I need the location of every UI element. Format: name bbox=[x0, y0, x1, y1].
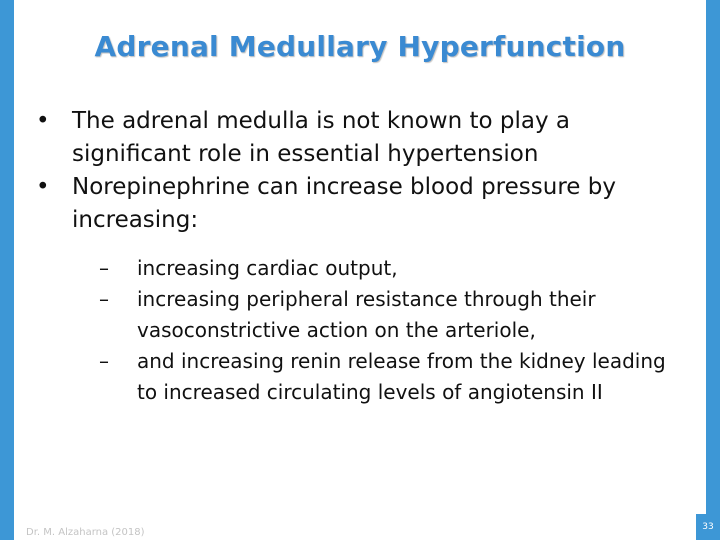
sub-bullet-text: and increasing renin release from the kidney leading to increased circulating levels of angiotensin II bbox=[137, 349, 666, 404]
sub-bullet-item bbox=[34, 253, 680, 284]
bullet-text: Norepinephrine can increase blood pressure by increasing: bbox=[72, 174, 616, 233]
bullet-item bbox=[34, 171, 680, 237]
page-number: 33 bbox=[696, 514, 720, 540]
sub-bullet-text: increasing cardiac output, bbox=[137, 256, 398, 280]
right-accent-bar bbox=[706, 0, 720, 540]
bullet-marker: • bbox=[36, 174, 50, 200]
bullet-item bbox=[34, 105, 680, 171]
sub-bullet-text: increasing peripheral resistance through their vasoconstrictive action on the arteriole, bbox=[137, 287, 596, 342]
slide-content bbox=[34, 105, 680, 408]
sub-bullet-item bbox=[34, 346, 680, 408]
bullet-text: The adrenal medulla is not known to play a significant role in essential hypertension bbox=[72, 108, 571, 167]
bullet-marker: • bbox=[36, 108, 50, 134]
sub-bullet-marker: – bbox=[99, 287, 109, 311]
sub-bullet-marker: – bbox=[99, 349, 109, 373]
sub-bullet-marker: – bbox=[99, 256, 109, 280]
footer-credit: Dr. M. Alzaharna (2018) bbox=[26, 527, 145, 538]
left-accent-bar bbox=[0, 0, 14, 540]
sub-bullet-list bbox=[34, 253, 680, 408]
sub-bullet-item bbox=[34, 284, 680, 346]
slide-title: Adrenal Medullary Hyperfunction bbox=[94, 30, 626, 63]
